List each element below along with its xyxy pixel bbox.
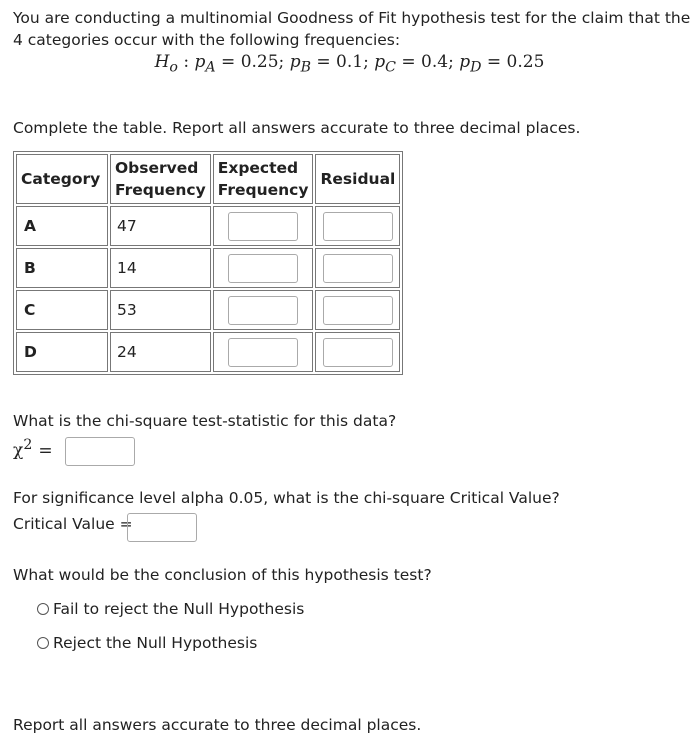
category-cell: A [16, 206, 108, 246]
observed-cell: 53 [110, 290, 211, 330]
residual-input[interactable] [323, 338, 393, 367]
chi-square-input[interactable] [65, 437, 135, 466]
table-instruction: Complete the table. Report all answers accurate to three decimal places. [13, 119, 581, 137]
critical-value-question: For significance level alpha 0.05, what is the chi-square Critical Value? [13, 489, 560, 507]
observed-cell: 14 [110, 248, 211, 288]
residual-input[interactable] [323, 254, 393, 283]
table-row [16, 290, 400, 330]
table-row [16, 248, 400, 288]
table-row [16, 332, 400, 372]
category-cell: C [16, 290, 108, 330]
table-row [16, 206, 400, 246]
expected-input[interactable] [228, 338, 298, 367]
expected-header: Expected Frequency [213, 154, 314, 204]
footer-instruction: Report all answers accurate to three decimal places. [13, 716, 422, 734]
option-label: Fail to reject the Null Hypothesis [53, 600, 305, 618]
expected-input[interactable] [228, 254, 298, 283]
problem-intro: You are conducting a multinomial Goodness of Fit hypothesis test for the claim that the 4 categories occur with the following frequencies: [13, 9, 691, 49]
frequency-table [13, 151, 403, 375]
null-hypothesis: $H_o$ : $p_A = 0.25$; $p_B = 0.1$; $p_C = 0.4$; $p_D = 0.25$ [154, 52, 545, 76]
chi-square-question: What is the chi-square test-statistic for this data? [13, 412, 397, 430]
option-label: Reject the Null Hypothesis [53, 634, 258, 652]
residual-input[interactable] [323, 212, 393, 241]
observed-cell: 24 [110, 332, 211, 372]
option-reject[interactable] [37, 634, 257, 652]
residual-header: Residual [315, 154, 400, 204]
critical-value-label: Critical Value = [13, 515, 133, 533]
observed-cell: 47 [110, 206, 211, 246]
observed-header: Observed Frequency [110, 154, 211, 204]
category-header: Category [16, 154, 108, 204]
critical-value-input[interactable] [127, 513, 197, 542]
option-fail-to-reject[interactable] [37, 600, 304, 618]
radio-icon[interactable] [37, 637, 49, 649]
table-header-row [16, 154, 400, 204]
conclusion-question: What would be the conclusion of this hypothesis test? [13, 566, 432, 584]
expected-input[interactable] [228, 296, 298, 325]
chi-square-label: $\chi^2$ = [13, 437, 53, 461]
expected-input[interactable] [228, 212, 298, 241]
radio-icon[interactable] [37, 603, 49, 615]
residual-input[interactable] [323, 296, 393, 325]
category-cell: B [16, 248, 108, 288]
category-cell: D [16, 332, 108, 372]
